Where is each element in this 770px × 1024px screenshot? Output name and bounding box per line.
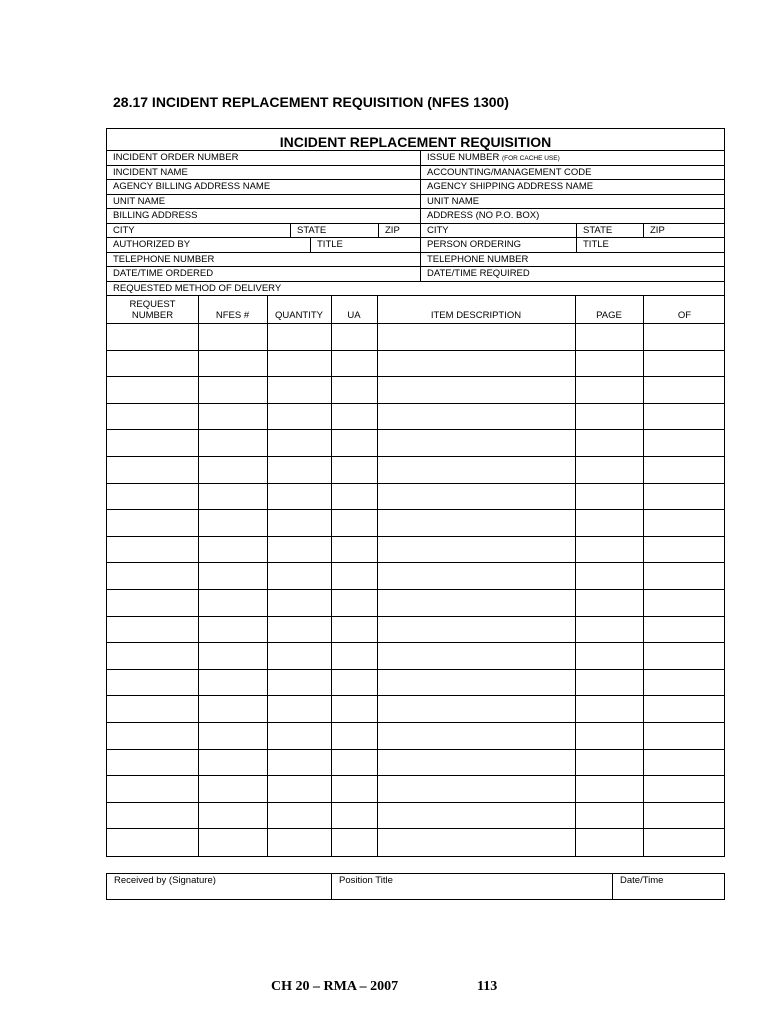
requisition-form <box>106 128 725 857</box>
delivery-method-field[interactable]: REQUESTED METHOD OF DELIVERY <box>113 282 282 294</box>
item-row[interactable] <box>107 590 724 617</box>
issue-number-note: (FOR CACHE USE) <box>501 155 560 162</box>
shipping-state-field[interactable]: STATE <box>576 224 643 238</box>
column-page: PAGE <box>596 310 622 321</box>
accounting-code-field[interactable]: ACCOUNTING/MANAGEMENT CODE <box>420 166 726 180</box>
item-row[interactable] <box>107 484 724 511</box>
item-row[interactable] <box>107 537 724 564</box>
column-nfes: NFES # <box>215 310 250 321</box>
footer-page-number: 113 <box>477 979 498 994</box>
request-label-line2: NUMBER <box>131 310 174 321</box>
form-title: INCIDENT REPLACEMENT REQUISITION <box>107 129 724 151</box>
item-row[interactable] <box>107 643 724 670</box>
grid-divider <box>267 296 268 856</box>
grid-divider <box>198 296 199 856</box>
footer-chapter: CH 20 – RMA – 2007 <box>271 979 399 994</box>
form-row-city <box>107 224 724 239</box>
billing-state-field[interactable]: STATE <box>290 224 378 238</box>
grid-divider <box>377 296 378 856</box>
position-title-field[interactable]: Position Title <box>331 874 612 899</box>
column-quantity: QUANTITY <box>274 310 324 321</box>
column-request-number <box>107 296 198 323</box>
item-row[interactable] <box>107 324 724 351</box>
shipping-address-field[interactable]: ADDRESS (NO P.O. BOX) <box>420 209 726 223</box>
billing-zip-field[interactable]: ZIP <box>378 224 420 238</box>
item-row[interactable] <box>107 457 724 484</box>
form-row-authorized <box>107 238 724 253</box>
grid-divider <box>575 296 576 856</box>
column-of: OF <box>677 310 692 321</box>
authorized-title-field[interactable]: TITLE <box>310 238 420 252</box>
column-item-description: ITEM DESCRIPTION <box>430 310 522 321</box>
item-row[interactable] <box>107 617 724 644</box>
section-heading: 28.17 INCIDENT REPLACEMENT REQUISITION (NFES 1300) <box>113 94 509 110</box>
form-row-incident-name <box>107 166 724 181</box>
item-row[interactable] <box>107 404 724 431</box>
telephone-left-field[interactable]: TELEPHONE NUMBER <box>113 253 215 265</box>
received-by-field[interactable]: Received by (Signature) <box>114 875 216 886</box>
billing-city-field[interactable]: CITY <box>113 224 135 236</box>
form-row-telephone <box>107 253 724 268</box>
shipping-zip-field[interactable]: ZIP <box>643 224 726 238</box>
ordering-title-field[interactable]: TITLE <box>576 238 726 252</box>
item-row[interactable] <box>107 829 724 856</box>
item-row[interactable] <box>107 696 724 723</box>
billing-address-field[interactable]: BILLING ADDRESS <box>113 210 198 221</box>
item-row[interactable] <box>107 563 724 590</box>
grid-divider <box>643 296 644 856</box>
item-row[interactable] <box>107 377 724 404</box>
person-ordering-field[interactable]: PERSON ORDERING <box>420 238 576 252</box>
form-row-address-name <box>107 180 724 195</box>
billing-address-name-field[interactable]: AGENCY BILLING ADDRESS NAME <box>113 181 271 192</box>
form-row-address <box>107 209 724 224</box>
billing-unit-name-field[interactable]: UNIT NAME <box>113 195 166 207</box>
authorized-by-field[interactable]: AUTHORIZED BY <box>113 239 191 250</box>
date-time-field[interactable]: Date/Time <box>612 874 726 899</box>
shipping-city-field[interactable]: CITY <box>420 224 576 238</box>
item-grid-header <box>107 296 724 324</box>
item-row[interactable] <box>107 750 724 777</box>
form-row-delivery <box>107 282 724 297</box>
signature-box <box>106 873 725 900</box>
item-row[interactable] <box>107 351 724 378</box>
issue-number-field[interactable] <box>420 151 726 165</box>
incident-order-number-field[interactable]: INCIDENT ORDER NUMBER <box>113 152 239 163</box>
shipping-address-name-field[interactable]: AGENCY SHIPPING ADDRESS NAME <box>420 180 726 194</box>
item-row[interactable] <box>107 776 724 803</box>
item-row[interactable] <box>107 510 724 537</box>
item-row[interactable] <box>107 670 724 697</box>
issue-number-label: ISSUE NUMBER <box>427 152 500 163</box>
form-row-unit-name <box>107 195 724 210</box>
shipping-unit-name-field[interactable]: UNIT NAME <box>420 195 726 209</box>
item-row[interactable] <box>107 803 724 830</box>
item-row[interactable] <box>107 430 724 457</box>
datetime-required-field[interactable]: DATE/TIME REQUIRED <box>420 267 726 281</box>
request-label-line1: REQUEST <box>129 299 176 310</box>
grid-divider <box>331 296 332 856</box>
form-row-order-number <box>107 151 724 166</box>
form-row-datetime <box>107 267 724 282</box>
incident-name-field[interactable]: INCIDENT NAME <box>113 166 188 178</box>
datetime-ordered-field[interactable]: DATE/TIME ORDERED <box>113 268 214 279</box>
item-row[interactable] <box>107 723 724 750</box>
column-ua: UA <box>347 310 361 321</box>
telephone-right-field[interactable]: TELEPHONE NUMBER <box>420 253 726 267</box>
